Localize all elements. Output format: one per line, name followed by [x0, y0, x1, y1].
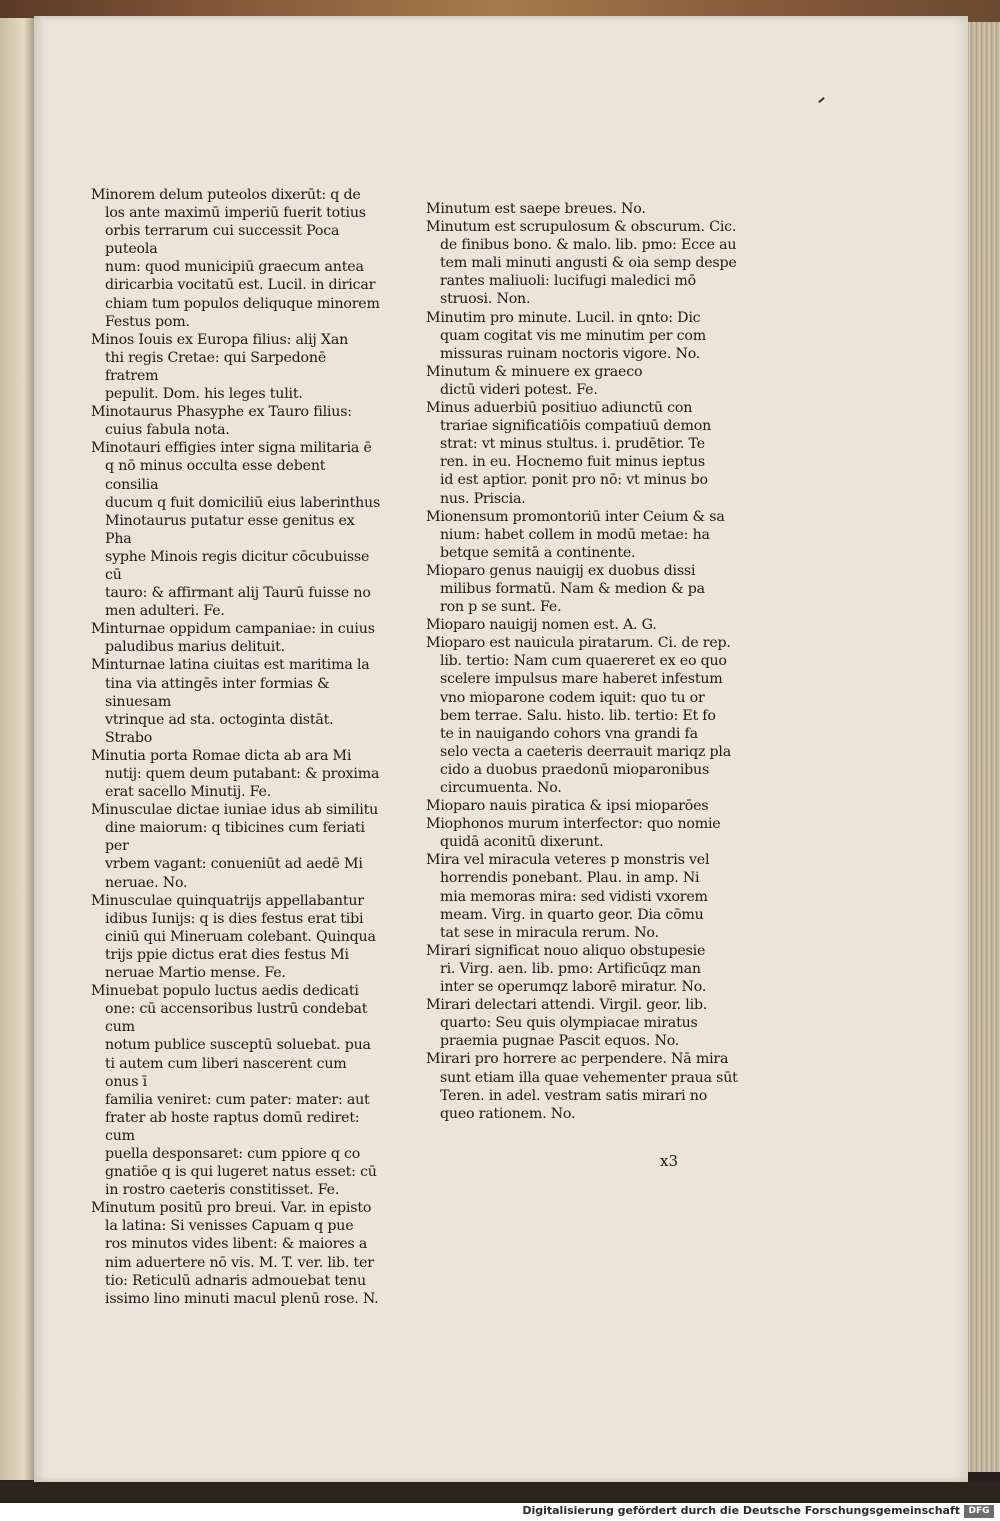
dictionary-entry: Minturnae oppidum campaniae: in cuius paludibus marius delituit. — [91, 621, 375, 656]
dictionary-entry: Minuebat populo luctus aedis dedicati one: cū accensoribus lustrū condebat cum notum publice susceptū soluebat. pua ti autem cum liberi nascerent cum onus ī familia veniret: cum pater: mater: aut frater ab hoste raptus domū rediret: cum puella desponsaret: cum ppiore q co gnatiōe q is qui lugeret natus esset: cū in rostro caeteris constitisset. Fe. — [91, 983, 377, 1199]
scan-background — [0, 1482, 1000, 1503]
dictionary-entry: Minutum & minuere ex graeco dictū videri potest. Fe. — [426, 363, 643, 398]
dictionary-entry: Mirari pro horrere ac perpendere. Nā mira sunt etiam illa quae vehementer praua sūt Teren. in adel. vestram satis mirari no queo rationem. No. — [426, 1051, 738, 1122]
dictionary-entry: Minutim pro minute. Lucil. in qnto: Dic quam cogitat vis me minutim per com missuras ruinam noctoris vigore. No. — [426, 309, 706, 362]
dictionary-entry: Minutum est scrupulosum & obscurum. Cic. de finibus bono. & malo. lib. pmo: Ecce au tem mali minuti angusti & oia semp despe rantes maliuoli: lucifugi maledici mō struosi. Non. — [426, 219, 737, 308]
folio-signature: x3 — [660, 1152, 679, 1170]
dictionary-entry: Miophonos murum interfector: quo nomie quidā aconitū dixerunt. — [426, 816, 721, 851]
dictionary-entry: Minos Iouis ex Europa filius: alij Xan thi regis Cretae: qui Sarpedonē fratrem pepulit. Dom. his leges tulit. — [91, 331, 349, 403]
footer-credit: Digitalisierung gefördert durch die Deutsche Forschungsgemeinschaft — [522, 1504, 960, 1517]
dictionary-entry: Mirari delectari attendi. Virgil. geor. lib. quarto: Seu quis olympiacae miratus praemia pugnae Pascit equos. No. — [426, 997, 708, 1050]
dictionary-entry: Mioparo nauigij nomen est. A. G. — [426, 617, 657, 634]
dictionary-entry: Mirari significat nouo aliquo obstupesie ri. Virg. aen. lib. pmo: Artificūqz man inter se operumqz laborē miratur. No. — [426, 942, 707, 996]
text-column-left — [91, 186, 381, 1308]
dictionary-entry: Mioparo nauis piratica & ipsi mioparōes — [426, 798, 709, 815]
facing-page-edge — [0, 18, 34, 1480]
dictionary-entry: Minutum positū pro breui. Var. in episto la latina: Si venisses Capuam q pue ros minutos vides libent: & maiores a nim aduertere nō vis. M. T. ver. lib. ter tio: Reticulū adnaris admouebat tenu issimo lino minuti macul plenū rose. N. — [91, 1200, 379, 1307]
dictionary-entry: Minotaurus Phasyphe ex Tauro filius: cuius fabula nota. — [91, 404, 352, 439]
dictionary-entry: Minutia porta Romae dicta ab ara Mi nutij: quem deum putabant: & proxima erat sacello Minutij. Fe. — [91, 747, 380, 801]
dictionary-entry: Mira vel miracula veteres p monstris vel horrendis ponebant. Plau. in amp. Ni mia memoras mira: sed vidisti vxorem meam. Virg. in quarto geor. Dia cōmu tat sese in miracula rerum. No. — [426, 852, 710, 941]
dictionary-entry: Minutum est saepe breues. No. — [426, 201, 646, 217]
dictionary-entry: Minusculae dictae iuniae idus ab similitu dine maiorum: q tibicines cum feriati per vrbem vagant: conueniūt ad aedē Mi neruae. No. — [91, 802, 379, 891]
dfg-logo-icon: DFG — [964, 1505, 994, 1518]
dictionary-entry: Mioparo genus nauigij ex duobus dissi milibus formatū. Nam & medion & pa ron p se sunt. Fe. — [426, 562, 705, 616]
dictionary-entry: Minorem delum puteolos dixerūt: q de los ante maximū imperiū fuerit totius orbis terrarum cui successit Poca puteola num: quod municipiū graecum antea diricarbia vocitatū est. Lucil. in diricar chiam tum populos deliquque minorem Festus pom. — [91, 187, 380, 330]
dictionary-entry: Mioparo est nauicula piratarum. Ci. de rep. lib. tertio: Nam cum quaereret ex eo quo scelere impulsus mare haberet infestum vno mioparone codem iquit: quo tu or bem terrae. Salu. histo. lib. tertio: Et fo te in nauigando cohors vna grandi fa selo vecta a caeteris deerrauit mariqz pla cido a duobus praedonū mioparonibus circumuenta. No. — [426, 635, 732, 796]
dictionary-entry: Minus aduerbiū positiuo adiunctū con trariae significatiōis compatiuū demon strat: vt minus stultus. i. prudētior. Te ren. in eu. Hocnemo fuit minus ieptus id est aptior. ponit pro nō: vt minus bo nus. Priscia. — [426, 400, 712, 507]
dictionary-entry: Mionensum promontoriū inter Ceium & sa nium: habet collem in modū metae: ha betque semitā a continente. — [426, 508, 725, 561]
text-column-right — [426, 200, 746, 1123]
dictionary-entry: Minturnae latina ciuitas est maritima la tina via attingēs inter formias & sinuesam vtrinque ad sta. octoginta distāt. Strabo — [91, 657, 370, 746]
dictionary-entry: Minusculae quinquatrijs appellabantur idibus Iunijs: q is dies festus erat tibi ciniū qui Mineruam colebant. Quinqua trijs ppie dictus erat dies festus Mi neruae Martio mense. Fe. — [91, 892, 376, 982]
page-stack-edge — [968, 22, 1000, 1472]
dictionary-entry: Minotauri effigies inter signa militaria ē q nō minus occulta esse debent consilia ducum q fuit domiciliū eius laberinthus Minotaurus putatur esse genitus ex Pha syphe Minois regis dicitur cōcubuisse cū tauro: & affirmant alij Taurū fuisse no men adulteri. Fe. — [91, 440, 381, 620]
